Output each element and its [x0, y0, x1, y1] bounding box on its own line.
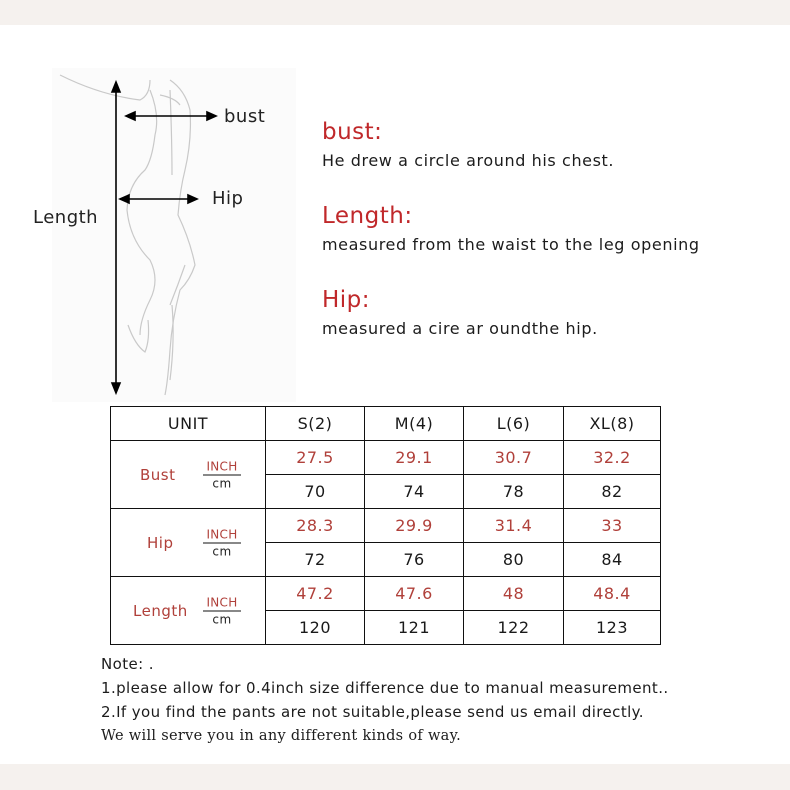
note-line-2: 2.If you find the pants are not suitable,please send us email directly.	[101, 703, 644, 721]
cell-inch: 48.4	[564, 577, 661, 611]
notes-section	[101, 652, 669, 748]
cell-inch: 48	[464, 577, 564, 611]
description-text: measured a cire ar oundthe hip.	[322, 319, 598, 338]
length-arrow-down-icon	[112, 383, 120, 393]
cell-cm: 84	[564, 543, 661, 577]
measure-name: Bust	[140, 465, 176, 484]
cell-cm: 82	[564, 475, 661, 509]
row-label-length	[111, 577, 266, 645]
body-outline-icon	[60, 75, 195, 395]
cell-inch: 32.2	[564, 441, 661, 475]
cell-inch: 28.3	[266, 509, 365, 543]
row-label-hip	[111, 509, 266, 577]
cell-cm: 123	[564, 611, 661, 645]
unit-cm: cm	[212, 544, 232, 558]
unit-inch: INCH	[203, 595, 241, 611]
cell-cm: 78	[464, 475, 564, 509]
cell-inch: 29.9	[365, 509, 464, 543]
description-heading: bust:	[322, 119, 383, 145]
cell-cm: 80	[464, 543, 564, 577]
cell-cm: 121	[365, 611, 464, 645]
description-hip	[322, 286, 598, 340]
cell-cm: 76	[365, 543, 464, 577]
table-row-length-inch	[111, 577, 661, 611]
unit-inch: INCH	[203, 459, 241, 475]
description-length	[322, 202, 700, 256]
cell-cm: 70	[266, 475, 365, 509]
cell-inch: 47.6	[365, 577, 464, 611]
bust-arrow-right-icon	[207, 112, 216, 120]
note-line-3: We will serve you in any different kinds of way.	[101, 728, 462, 744]
figure-label-bust: bust	[224, 106, 266, 127]
hip-arrow-left-icon	[120, 195, 129, 203]
note-line-1: 1.please allow for 0.4inch size difference due to manual measurement..	[101, 679, 669, 697]
unit-cm: cm	[212, 612, 232, 626]
unit-cm: cm	[212, 476, 232, 490]
table-row-hip-inch	[111, 509, 661, 543]
figure-label-hip: Hip	[212, 188, 244, 209]
header-size-xl: XL(8)	[564, 407, 661, 441]
table-header-row	[111, 407, 661, 441]
description-text: measured from the waist to the leg opening	[322, 235, 700, 254]
cell-inch: 31.4	[464, 509, 564, 543]
hip-arrow-right-icon	[188, 195, 197, 203]
description-heading: Hip:	[322, 287, 371, 313]
row-label-bust	[111, 441, 266, 509]
header-size-l: L(6)	[464, 407, 564, 441]
unit-fraction	[203, 459, 241, 490]
cell-cm: 122	[464, 611, 564, 645]
unit-fraction	[203, 595, 241, 626]
cell-inch: 33	[564, 509, 661, 543]
bottom-band	[0, 764, 790, 790]
cell-inch: 47.2	[266, 577, 365, 611]
description-bust	[322, 118, 614, 172]
description-text: He drew a circle around his chest.	[322, 151, 615, 170]
header-unit: UNIT	[111, 407, 266, 441]
cell-cm: 72	[266, 543, 365, 577]
bust-arrow-left-icon	[126, 112, 135, 120]
cell-inch: 27.5	[266, 441, 365, 475]
figure-label-length: Length	[33, 207, 99, 228]
size-chart-table	[110, 406, 661, 645]
unit-fraction	[203, 527, 241, 558]
header-size-m: M(4)	[365, 407, 464, 441]
unit-inch: INCH	[203, 527, 241, 543]
cell-inch: 30.7	[464, 441, 564, 475]
description-heading: Length:	[322, 203, 413, 229]
table-row-bust-inch	[111, 441, 661, 475]
measure-name: Length	[133, 601, 188, 620]
cell-cm: 120	[266, 611, 365, 645]
cell-inch: 29.1	[365, 441, 464, 475]
header-size-s: S(2)	[266, 407, 365, 441]
notes-title: Note: .	[101, 655, 154, 673]
measure-name: Hip	[147, 533, 174, 552]
length-arrow-up-icon	[112, 82, 120, 92]
cell-cm: 74	[365, 475, 464, 509]
